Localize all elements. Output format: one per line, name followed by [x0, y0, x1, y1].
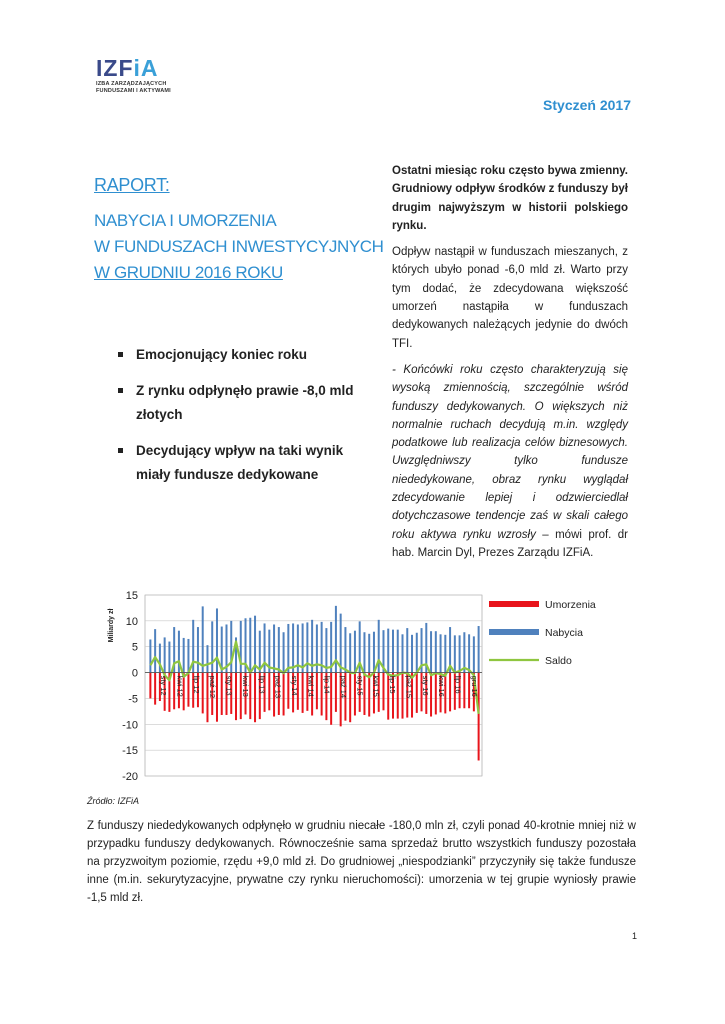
- nabycia-bar: [216, 608, 218, 672]
- y-axis-label: Miliardy zł: [108, 608, 115, 643]
- x-tick-label: sty 12: [159, 675, 169, 696]
- nabycia-bar: [387, 629, 389, 673]
- nabycia-bar: [416, 633, 418, 673]
- umorzenia-bar: [302, 673, 304, 713]
- nabycia-bar: [278, 627, 280, 673]
- umorzenia-bar: [463, 673, 465, 709]
- x-tick-label: kwi 15: [371, 675, 381, 697]
- nabycia-bar: [406, 628, 408, 672]
- outflow-paragraph: Odpływ nastąpił w funduszach mieszanych, z których ubyło ponad -6,0 mld zł. Warto przy tym dodać, że zdecydowana większość umorzeń nastąpiła w funduszach dedykowanych należących jedynie do dwóch TFI.: [392, 246, 628, 350]
- umorzenia-bar: [187, 673, 189, 707]
- x-tick-label: lip 12: [191, 675, 201, 694]
- umorzenia-bar: [287, 673, 289, 709]
- summary-column: [392, 162, 628, 570]
- report-title: [94, 175, 384, 286]
- x-tick-label: paź 13: [273, 675, 283, 699]
- nabycia-bar: [254, 616, 256, 673]
- x-tick-label: sty 13: [224, 675, 234, 696]
- nabycia-bar: [430, 631, 432, 672]
- nabycia-bar: [454, 635, 456, 672]
- y-tick-label: 10: [125, 615, 138, 628]
- umorzenia-bar: [154, 673, 156, 705]
- lead-paragraph: Ostatni miesiąc roku często bywa zmienny. Grudniowy odpływ środków z funduszy był drugim najwyższym w historii polskiego rynku.: [392, 165, 628, 232]
- title-raport: RAPORT:: [94, 175, 170, 195]
- nabycia-bar: [473, 636, 475, 672]
- x-tick-label: kwi 16: [437, 675, 447, 697]
- bullet-icon: [118, 388, 123, 393]
- flows-chart: [90, 588, 632, 788]
- umorzenia-bar: [449, 673, 451, 712]
- umorzenia-bar: [368, 673, 370, 717]
- legend-swatch: [489, 601, 539, 607]
- nabycia-bar: [349, 633, 351, 672]
- x-tick-label: paź 15: [404, 675, 414, 699]
- x-tick-label: sty 14: [290, 675, 299, 696]
- legend-label: Nabycia: [545, 627, 583, 639]
- x-tick-label: gru 16: [469, 675, 479, 697]
- nabycia-bar: [259, 631, 261, 673]
- chart-source: Źródło: IZFiA: [87, 796, 140, 806]
- nabycia-bar: [325, 628, 327, 672]
- bullet-icon: [118, 448, 123, 453]
- y-tick-label: -15: [122, 745, 138, 758]
- nabycia-bar: [197, 627, 199, 673]
- umorzenia-bar: [335, 673, 337, 712]
- umorzenia-bar: [202, 673, 204, 714]
- logo-wordmark: IZFiA: [96, 55, 159, 81]
- nabycia-bar: [354, 631, 356, 673]
- nabycia-bar: [478, 626, 480, 673]
- nabycia-bar: [373, 632, 375, 673]
- nabycia-bar: [468, 634, 470, 672]
- umorzenia-bar: [173, 673, 175, 710]
- nabycia-bar: [435, 631, 437, 672]
- report-date: Styczeń 2017: [543, 97, 631, 113]
- x-tick-label: lip 16: [453, 675, 463, 694]
- x-tick-label: lip 15: [388, 675, 398, 694]
- nabycia-bar: [187, 639, 189, 673]
- x-tick-label: paź 14: [339, 675, 348, 699]
- logo-subtitle-2: FUNDUSZAMI I AKTYWAMI: [96, 88, 171, 94]
- logo-subtitle-1: IZBA ZARZĄDZAJĄCYCH: [96, 81, 167, 87]
- nabycia-bar: [302, 623, 304, 672]
- highlight-item: Z rynku odpłynęło prawie -8,0 mld złotych: [118, 379, 380, 427]
- y-tick-label: 5: [131, 641, 138, 654]
- umorzenia-bar: [254, 673, 256, 723]
- umorzenia-bar: [149, 673, 151, 699]
- nabycia-bar: [249, 618, 251, 673]
- nabycia-bar: [154, 629, 156, 672]
- nabycia-bar: [168, 642, 170, 673]
- nabycia-bar: [340, 614, 342, 673]
- legend-label: Umorzenia: [545, 599, 596, 611]
- umorzenia-bar: [435, 673, 437, 715]
- umorzenia-bar: [268, 673, 270, 711]
- nabycia-bar: [230, 621, 232, 673]
- legend-swatch: [489, 629, 539, 635]
- bullet-icon: [118, 352, 123, 357]
- nabycia-bar: [292, 623, 294, 672]
- nabycia-bar: [283, 632, 285, 672]
- nabycia-bar: [397, 630, 399, 673]
- y-tick-label: 0: [131, 667, 138, 680]
- x-tick-label: sty 15: [355, 675, 365, 696]
- nabycia-bar: [206, 645, 208, 672]
- nabycia-bar: [149, 639, 151, 672]
- nabycia-bar: [211, 621, 213, 672]
- nabycia-bar: [183, 638, 185, 673]
- umorzenia-bar: [235, 673, 237, 721]
- umorzenia-bar: [382, 673, 384, 711]
- nabycia-bar: [459, 635, 461, 672]
- nabycia-bar: [392, 630, 394, 673]
- nabycia-bar: [444, 635, 446, 673]
- x-tick-label: kwi 13: [240, 675, 250, 697]
- nabycia-bar: [344, 627, 346, 673]
- body-paragraph: Z funduszy niededykowanych odpłynęło w grudniu niecałe -180,0 mln zł, czyli ponad 40-krotnie mniej niż w przypadku funduszy dedykowanych. Równocześnie sama sprzedaż brutto wszystkich funduszy pozostała na przyzwoitym poziomie, rzędu +9,0 mld zł. Do grudniowej „niespodzianki” przyczyniły się także fundusze inne (m.in. sekurytyzacyjne, prywatne czy rynku nieruchomości): umorzenia w tej grupie wyniosły prawie -1,5 mld zł.: [87, 820, 636, 904]
- umorzenia-bar: [402, 673, 404, 719]
- highlights-list: [118, 343, 380, 499]
- quote-attribution: – mówi prof. dr hab. Marcin Dyl, Prezes Zarządu IZFiA.: [392, 528, 628, 559]
- x-tick-label: lip 13: [257, 675, 267, 694]
- x-tick-label: kwi 14: [306, 675, 316, 697]
- nabycia-bar: [164, 637, 166, 672]
- nabycia-bar: [440, 634, 442, 672]
- x-tick-label: kwi 12: [175, 675, 185, 697]
- logo: [96, 55, 196, 105]
- umorzenia-bar: [349, 673, 351, 723]
- nabycia-bar: [368, 634, 370, 673]
- umorzenia-bar: [321, 673, 323, 716]
- x-tick-label: sty 16: [420, 675, 430, 696]
- y-tick-label: -10: [122, 719, 138, 732]
- legend-label: Saldo: [545, 655, 572, 667]
- nabycia-bar: [363, 632, 365, 672]
- x-tick-label: paź 12: [208, 675, 218, 699]
- nabycia-bar: [202, 606, 204, 672]
- nabycia-bar: [287, 624, 289, 673]
- quote-text: - Końcówki roku często charakteryzują się wysoką zmiennością, szczególnie wśród funduszy dedykowanych. O większych niż normalnie ruchach decydują m.in. względy podatkowe lub realizacja celów biznesowych. Uwzględniwszy tylko fundusze niededykowane, obraz rynku wyglądał zdecydowanie lepiej i odzwierciedlał dotychczasowe tendencje zaś w skali całego roku aktywa rynku wzrosły: [392, 363, 628, 541]
- y-tick-label: -5: [128, 693, 138, 706]
- nabycia-bar: [402, 634, 404, 672]
- title-line-3: W GRUDNIU 2016 ROKU: [94, 263, 283, 282]
- highlight-item: Decydujący wpływ na taki wynik miały fundusze dedykowane: [118, 439, 380, 487]
- highlight-item: Emocjonujący koniec roku: [118, 343, 380, 367]
- y-tick-label: -20: [122, 771, 138, 783]
- y-tick-label: 15: [125, 590, 138, 602]
- umorzenia-bar: [206, 673, 208, 723]
- nabycia-bar: [463, 632, 465, 672]
- umorzenia-bar: [221, 673, 223, 715]
- x-tick-label: lip 14: [322, 675, 332, 694]
- quote-paragraph: [392, 361, 628, 562]
- nabycia-bar: [273, 624, 275, 672]
- page-number: 1: [631, 931, 637, 941]
- nabycia-bar: [411, 635, 413, 673]
- umorzenia-bar: [416, 673, 418, 713]
- title-line-1: NABYCIA I UMORZENIA: [94, 211, 277, 230]
- title-line-2: W FUNDUSZACH INWESTYCYJNYCH: [94, 237, 384, 256]
